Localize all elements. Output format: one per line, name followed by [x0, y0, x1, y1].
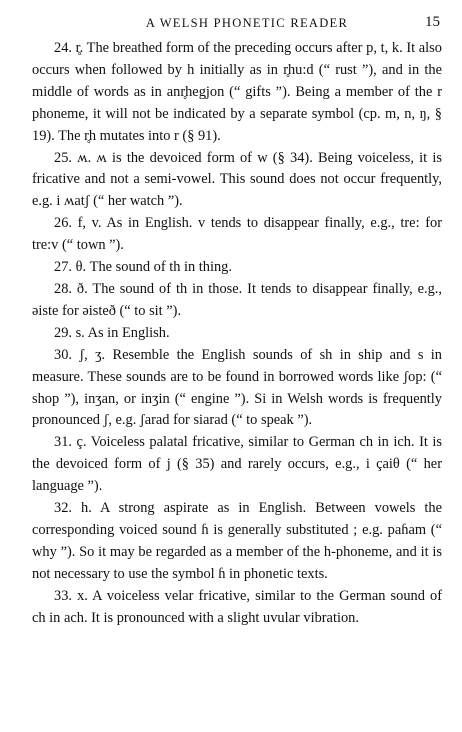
text-line: e.g., tre: for tre:v (“ town ”).: [32, 215, 442, 254]
text-line: use the symbol ɦ in phonetic texts.: [128, 565, 328, 582]
section-paragraph: [32, 38, 442, 148]
body-text: [32, 38, 442, 629]
page-number: 15: [425, 14, 440, 30]
text-line: Si in Welsh words is frequently pronounced ʃ, e.g.: [32, 390, 442, 429]
text-line: as a member of the h-phoneme, and it is not necessary to: [32, 543, 442, 582]
section-paragraph: [32, 148, 442, 214]
text-line: § 19). The r̥h mutates into r (§ 91).: [32, 105, 442, 144]
text-line: 29. s. As in English.: [54, 324, 170, 341]
text-line: 24. r̥. The breathed form of the preceding occurs: [54, 40, 333, 56]
section-paragraph: [32, 279, 442, 323]
text-line: uvular vibration.: [263, 609, 359, 626]
text-line: vowels the corresponding voiced sound ɦ is generally: [32, 500, 442, 538]
section-paragraph: [32, 213, 442, 257]
section-paragraph: [32, 323, 442, 345]
text-line: occurs, e.g., i çaiθ (“ her language ”).: [32, 456, 442, 495]
section-paragraph: [32, 432, 442, 498]
text-line: 27. θ. The sound of th in thing.: [54, 259, 232, 276]
text-line: 30. ʃ, ʒ. Resemble the English sounds of sh in ship: [54, 346, 383, 363]
text-line: ʃarad for siarad (“ to speak ”).: [139, 412, 313, 429]
text-line: 28. ð. The sound of th in those. It tends to disappear: [54, 280, 368, 297]
text-line: substituted ; e.g. paɦam (“ why ”). So it may be regarded: [32, 521, 442, 560]
text-line: anr̥hegjon (“ gifts ”). Being a member of the r phoneme,: [32, 83, 443, 122]
text-line: voiceless, it is fricative and not a semi-vowel. This sound: [32, 149, 442, 188]
section-paragraph: [32, 257, 442, 279]
text-line: ch in ich. It is the devoiced form of j (§ 35) and rarely: [32, 434, 442, 473]
section-paragraph: [32, 498, 442, 586]
text-line: finally, e.g., əiste for əisteð (“ to sit ”).: [32, 280, 442, 319]
text-line: 31. ç. Voiceless palatal fricative, similar to German: [54, 434, 355, 451]
page-header: [32, 12, 442, 38]
text-line: it will not be indicated by a separate symbol (cp. m, n, ŋ,: [92, 105, 431, 122]
text-line: as in r̥hu:d (“ rust ”), and in the middle of words as in: [32, 61, 442, 100]
running-head: A WELSH PHONETIC READER: [145, 16, 349, 30]
text-line: 33. x. A voiceless velar fricative, similar to the: [54, 587, 335, 604]
text-line: 25. ʍ. ʍ is the devoiced form of w (§ 34). Being: [54, 149, 353, 166]
section-paragraph: [32, 345, 442, 433]
text-line: words like ʃop: (“ shop ”), inʒan, or inʒin (“ engine ”).: [32, 368, 442, 407]
text-line: 32. h. A strong aspirate as in English. Between: [54, 500, 366, 517]
text-line: German sound of ch in ach. It is pronounced with a slight: [32, 587, 442, 626]
text-line: does not occur frequently, e.g. i ʍatʃ (“ her watch ”).: [32, 171, 442, 210]
text-line: after p, t, k. It also occurs when followed by h initially: [32, 40, 442, 78]
text-line: and s in measure. These sounds are to be found in borrowed: [32, 346, 442, 385]
section-paragraph: [32, 586, 442, 630]
text-line: 26. f, v. As in English. v tends to disappear finally,: [54, 215, 365, 232]
